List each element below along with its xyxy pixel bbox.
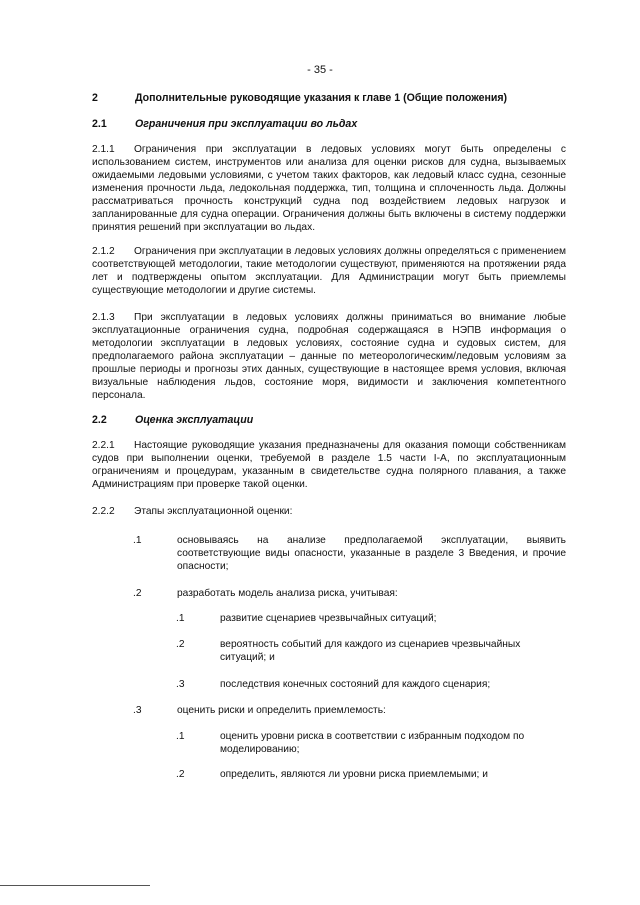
paragraph-2-2-1: [92, 439, 566, 491]
step-label: .2: [133, 588, 142, 599]
paragraph-text: Этапы эксплуатационной оценки:: [134, 506, 293, 517]
step-text: разработать модель анализа риска, учитывая:: [177, 588, 398, 599]
section-2-2-title: Оценка эксплуатации: [135, 414, 254, 426]
substep-text: вероятность событий для каждого из сценариев чрезвычайных ситуаций; и: [220, 639, 521, 663]
footnote-separator: [0, 885, 150, 886]
paragraph-text: Настоящие руководящие указания предназначены для оказания помощи собственникам судов при выполнении оценки, требуемой в разделе 1.5 части I-A, по эксплуатационным ограничениям и процедурам, указанным в свидетельстве судна полярного плавания, а также Администрациям при проверке такой оценки.: [92, 440, 566, 490]
substep-text: определить, являются ли уровни риска приемлемыми; и: [220, 769, 488, 780]
paragraph-number: 2.1.3: [92, 312, 115, 323]
paragraph-number: 2.1.2: [92, 246, 115, 257]
paragraph-2-1-2: [92, 245, 566, 297]
substep-label: .1: [176, 613, 185, 624]
section-2-number: 2: [92, 92, 98, 104]
step-text: основываясь на анализе предполагаемой эксплуатации, выявить соответствующие виды опасности, указанные в разделе 3 Введения, и прочие опасности;: [177, 535, 566, 572]
paragraph-number: 2.1.1: [92, 144, 115, 155]
step-label: .1: [133, 535, 142, 546]
substep-text: развитие сценариев чрезвычайных ситуаций;: [220, 613, 437, 624]
substep-label: .2: [176, 769, 185, 780]
step-text: оценить риски и определить приемлемость:: [177, 705, 386, 716]
paragraph-number: 2.2.1: [92, 440, 115, 451]
substep-text: последствия конечных состояний для каждого сценария;: [220, 679, 491, 690]
section-2-2-number: 2.2: [92, 414, 107, 426]
substep-label: .3: [176, 679, 185, 690]
section-2-1-title: Ограничения при эксплуатации во льдах: [135, 118, 358, 130]
substep-label: .1: [176, 731, 185, 742]
paragraph-2-1-3: [92, 311, 566, 402]
section-2-1-number: 2.1: [92, 118, 107, 130]
substep-text: оценить уровни риска в соответствии с избранным подходом по моделированию;: [220, 731, 525, 755]
paragraph-text: При эксплуатации в ледовых условиях должны приниматься во внимание любые эксплуатационные ограничения судна, подробная содержащаяся в НЭПВ информация о методологии эксплуатации в ледовых условиях, состояние судна и судовых систем, для предполагаемого района эксплуатации – данные по метеорологическим/ледовым условиям за прошлые периоды и прогнозы этих данных, существующие в настоящее время условия, включая визуальные наблюдения льдов, состояние моря, видимости и заключения компетентного персонала.: [92, 312, 566, 401]
section-2-title: Дополнительные руководящие указания к главе 1 (Общие положения): [135, 92, 508, 104]
substep-label: .2: [176, 639, 185, 650]
paragraph-number: 2.2.2: [92, 506, 115, 517]
paragraph-2-1-1: [92, 143, 566, 234]
paragraph-text: Ограничения при эксплуатации в ледовых условиях могут быть определены с использованием систем, инструментов или анализа для оценки рисков для судна, вызываемых ожидаемыми ледовыми условиями, с учетом таких факторов, как ледовый класс судна, сезонные изменения прочности льда, ледокольная поддержка, тип, толщина и сплоченность льда. Должны рассматриваться прочность конструкций судна под воздействием ледовых нагрузок и запланированные для судна операции. Ограничения должны быть включены в систему поддержки принятия решений при эксплуатации во льдах.: [92, 144, 566, 233]
page-number: - 35 -: [307, 64, 333, 76]
step-label: .3: [133, 705, 142, 716]
paragraph-2-2-2: [92, 505, 566, 518]
paragraph-text: Ограничения при эксплуатации в ледовых условиях должны определяться с применением соответствующей методологии, такие методологии существуют, применяются на протяжении ряда лет и подтверждены опытом эксплуатации. Для Администрации могут быть приемлемы существующие методологии и другие системы.: [92, 246, 566, 296]
